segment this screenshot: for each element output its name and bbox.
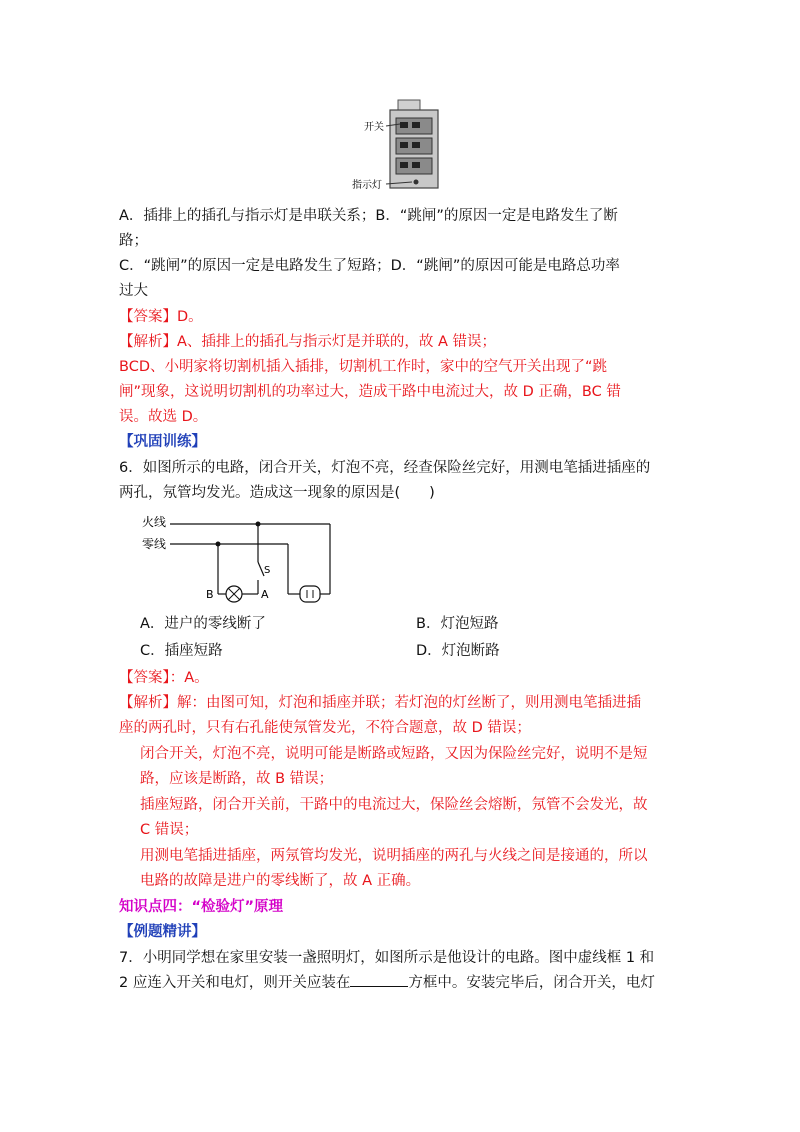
circuit-figure xyxy=(140,510,340,605)
power-strip-figure xyxy=(340,96,450,196)
q6-answer: 【答案】：A。 xyxy=(119,670,209,686)
q6-stem-1: 6．如图所示的电路，闭合开关，灯泡不亮，经查保险丝完好，用测电笔插进插座的 xyxy=(119,460,651,476)
q5-options-ab-2: 路； xyxy=(119,233,148,249)
q5-options-cd-1: C．“跳闸”的原因一定是电路发生了短路；D．“跳闸”的原因可能是电路总功率 xyxy=(119,258,620,274)
q5-answer: 【答案】D。 xyxy=(119,309,203,325)
live-wire-label: 火线 xyxy=(142,515,167,529)
q6-analysis-6: C 错误； xyxy=(140,822,199,838)
q6-option-b: B．灯泡短路 xyxy=(416,616,499,632)
section-kp4-heading: 知识点四：“检验灯”原理 xyxy=(119,899,284,915)
q6-stem-2: 两孔，氖管均发光。造成这一现象的原因是( ) xyxy=(119,485,435,501)
answer-blank xyxy=(350,972,408,987)
section-consolidate-heading: 【巩固训练】 xyxy=(119,434,206,450)
q6-analysis-8: 电路的故障是进户的零线断了，故 A 正确。 xyxy=(140,873,421,889)
q7-stem-2a: 2 应连入开关和电灯，则开关应装在 xyxy=(119,975,351,991)
point-a-label: A xyxy=(261,588,269,601)
neutral-wire-label: 零线 xyxy=(142,537,167,551)
q7-stem-2 xyxy=(119,972,655,994)
q5-analysis-3: 闸”现象，这说明切割机的功率过大，造成干路中电流过大，故 D 正确，BC 错 xyxy=(119,384,621,400)
switch-s-label: S xyxy=(264,565,271,576)
q6-option-d: D．灯泡断路 xyxy=(416,643,500,659)
q6-analysis-5: 插座短路，闭合开关前，干路中的电流过大，保险丝会熔断，氖管不会发光，故 xyxy=(140,797,648,813)
q5-analysis-4: 误。故选 D。 xyxy=(119,409,208,425)
indicator-label: 指示灯 xyxy=(352,180,382,191)
q7-stem-1: 7．小明同学想在家里安装一盏照明灯，如图所示是他设计的电路。图中虚线框 1 和 xyxy=(119,950,655,966)
point-b-label: B xyxy=(206,588,214,601)
q7-stem-2b: 方框中。安装完毕后，闭合开关，电灯 xyxy=(408,975,655,991)
switch-label: 开关 xyxy=(364,122,384,133)
q5-options-cd-2: 过大 xyxy=(119,283,148,299)
q6-analysis-1: 【解析】解：由图可知，灯泡和插座并联；若灯泡的灯丝断了，则用测电笔插进插 xyxy=(119,695,641,711)
q5-analysis-2: BCD、小明家将切割机插入插排，切割机工作时，家中的空气开关出现了“跳 xyxy=(119,359,607,375)
q5-analysis-1: 【解析】A、插排上的插孔与指示灯是并联的，故 A 错误； xyxy=(119,334,497,350)
q6-analysis-2: 座的两孔时，只有右孔能使氖管发光，不符合题意，故 D 错误； xyxy=(119,720,531,736)
q6-analysis-4: 路，应该是断路，故 B 错误； xyxy=(140,771,334,787)
section-example-heading: 【例题精讲】 xyxy=(119,924,206,940)
q6-option-a: A．进户的零线断了 xyxy=(140,616,266,632)
q6-option-c: C．插座短路 xyxy=(140,643,223,659)
q6-analysis-7: 用测电笔插进插座，两氖管均发光，说明插座的两孔与火线之间是接通的，所以 xyxy=(140,848,648,864)
q5-options-ab-1: A．插排上的插孔与指示灯是串联关系；B．“跳闸”的原因一定是电路发生了断 xyxy=(119,208,618,224)
q6-analysis-3: 闭合开关，灯泡不亮，说明可能是断路或短路，又因为保险丝完好，说明不是短 xyxy=(140,746,648,762)
